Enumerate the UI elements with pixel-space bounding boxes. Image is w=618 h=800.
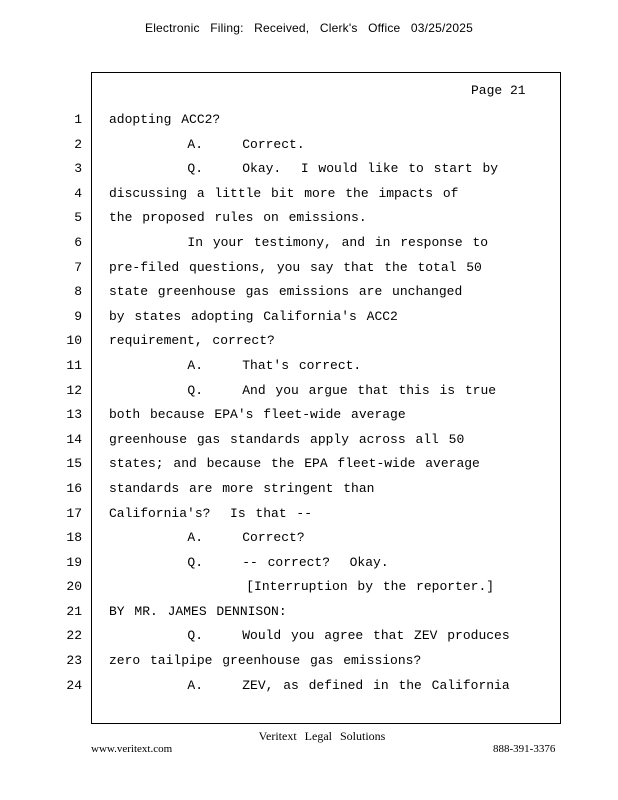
transcript-line: [0, 354, 618, 379]
line-number: 15: [66, 456, 82, 472]
transcript-line: [0, 231, 618, 256]
line-text: states; and because the EPA fleet-wide average: [109, 456, 480, 472]
transcript-line: [0, 256, 618, 281]
line-number: 24: [66, 677, 82, 693]
transcript-line: [0, 329, 618, 354]
line-number: 20: [66, 579, 82, 595]
line-number: 10: [66, 333, 82, 349]
line-text: Q. -- correct? Okay.: [109, 554, 389, 570]
line-number: 11: [66, 357, 82, 373]
line-number: 9: [74, 308, 82, 324]
transcript-line: [0, 674, 618, 699]
transcript-line: [0, 157, 618, 182]
transcript-line: [0, 502, 618, 527]
line-text: adopting ACC2?: [109, 112, 221, 127]
line-number: 22: [66, 628, 82, 644]
line-text: A. That's correct.: [109, 357, 362, 373]
line-text: discussing a little bit more the impacts of: [109, 185, 459, 201]
line-text: BY MR. JAMES DENNISON:: [109, 603, 287, 619]
line-number: 18: [66, 530, 82, 546]
line-number: 3: [74, 161, 82, 177]
line-number: 13: [66, 407, 82, 423]
transcript-line: [0, 182, 618, 207]
line-text: [Interruption by the reporter.]: [109, 579, 495, 595]
line-text: California's? Is that --: [109, 505, 313, 521]
line-text: A. Correct.: [109, 136, 305, 152]
line-number: 21: [66, 603, 82, 619]
transcript-line: [0, 526, 618, 551]
line-number: 2: [74, 136, 82, 152]
line-text: Q. Okay. I would like to start by: [109, 161, 499, 177]
transcript-line: [0, 477, 618, 502]
line-number: 17: [66, 505, 82, 521]
line-text: pre-filed questions, you say that the total 50: [109, 259, 482, 275]
line-text: both because EPA's fleet-wide average: [109, 407, 406, 423]
line-number: 14: [66, 431, 82, 447]
transcript-line: [0, 305, 618, 330]
line-text: requirement, correct?: [109, 333, 275, 349]
transcript-line: [0, 280, 618, 305]
line-text: state greenhouse gas emissions are unchanged: [109, 284, 463, 300]
filing-stamp: Electronic Filing: Received, Clerk's Office 03/25/2025: [144, 21, 473, 35]
line-text: zero tailpipe greenhouse gas emissions?: [109, 653, 422, 669]
line-number: 7: [74, 259, 82, 275]
transcript-line: [0, 551, 618, 576]
line-number: 12: [66, 382, 82, 398]
transcript-line: [0, 206, 618, 231]
transcript-line: [0, 649, 618, 674]
footer-phone: 888-391-3376: [493, 743, 556, 755]
transcript-line: [0, 452, 618, 477]
line-text: In your testimony, and in response to: [109, 234, 489, 250]
footer-vendor: Veritext Legal Solutions: [258, 729, 386, 743]
line-text: standards are more stringent than: [109, 480, 375, 496]
line-text: greenhouse gas standards apply across all 50: [109, 431, 465, 447]
transcript-line: [0, 624, 618, 649]
page-number: Page 21: [471, 83, 526, 98]
transcript-line: [0, 575, 618, 600]
line-number: 6: [74, 234, 82, 250]
line-text: Q. Would you agree that ZEV produces: [109, 628, 510, 644]
footer-website: www.veritext.com: [91, 743, 173, 755]
line-number: 19: [66, 554, 82, 570]
transcript-line: [0, 133, 618, 158]
transcript-body: [0, 108, 618, 698]
line-number: 1: [74, 112, 82, 127]
transcript-line: [0, 108, 618, 133]
line-number: 8: [74, 284, 82, 300]
line-number: 4: [74, 185, 82, 201]
line-text: by states adopting California's ACC2: [109, 308, 398, 324]
line-text: Q. And you argue that this is true: [109, 382, 497, 398]
line-number: 16: [66, 480, 82, 496]
line-text: A. Correct?: [109, 530, 305, 546]
line-number: 5: [74, 210, 82, 226]
transcript-line: [0, 428, 618, 453]
line-text: A. ZEV, as defined in the California: [109, 677, 510, 693]
transcript-line: [0, 600, 618, 625]
line-text: the proposed rules on emissions.: [109, 210, 367, 226]
line-number: 23: [66, 653, 82, 669]
transcript-line: [0, 379, 618, 404]
transcript-line: [0, 403, 618, 428]
